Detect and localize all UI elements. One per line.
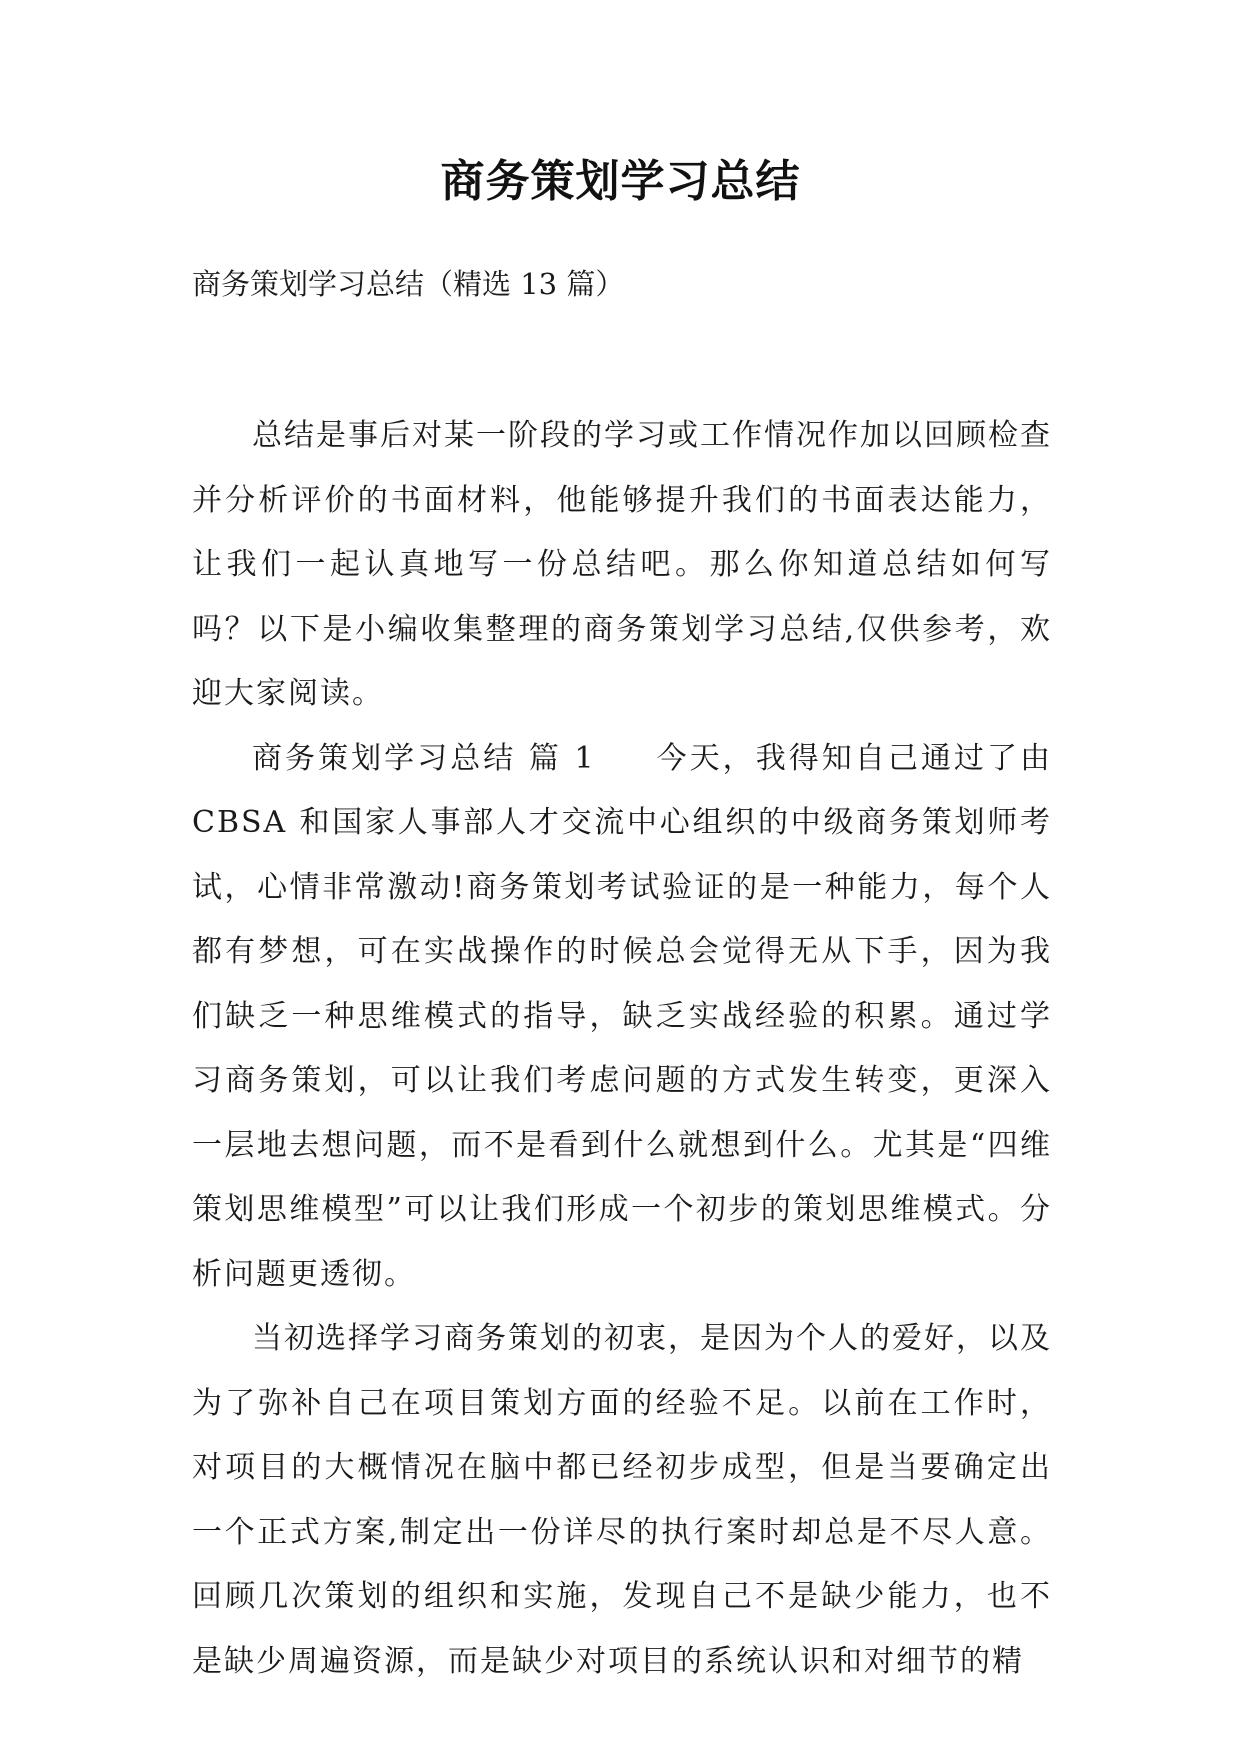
section-1-paragraph	[192, 727, 1052, 1308]
document-body	[192, 404, 1052, 1694]
section-1-text: 今天，我得知自己通过了由 CBSA 和国家人事部人才交流中心组织的中级商务策划师考试，心情非常激动!商务策划考试验证的是一种能力，每个人都有梦想，可在实战操作的时候总会觉得无从下手，因为我们缺乏一种思维模式的指导，缺乏实战经验的积累。通过学习商务策划，可以让我们考虑问题的方式发生转变，更深入一层地去想问题，而不是看到什么就想到什么。尤其是“四维策划思维模型”可以让我们形成一个初步的策划思维模式。分析问题更透彻。	[192, 740, 1052, 1292]
paragraph-3: 当初选择学习商务策划的初衷，是因为个人的爱好，以及为了弥补自己在项目策划方面的经验不足。以前在工作时，对项目的大概情况在脑中都已经初步成型，但是当要确定出一个正式方案,制定出一份详尽的执行案时却总是不尽人意。回顾几次策划的组织和实施，发现自己不是缺少能力，也不是缺少周遍资源，而是缺少对项目的系统认识和对细节的精	[192, 1321, 1052, 1679]
document-subtitle: 商务策划学习总结（精选 13 篇）	[192, 267, 625, 301]
intro-paragraph: 总结是事后对某一阶段的学习或工作情况作加以回顾检查并分析评价的书面材料，他能够提升我们的书面表达能力，让我们一起认真地写一份总结吧。那么你知道总结如何写吗？以下是小编收集整理的商务策划学习总结,仅供参考，欢迎大家阅读。	[192, 418, 1052, 711]
document-title: 商务策划学习总结	[440, 156, 801, 207]
section-1-heading: 商务策划学习总结 篇 1	[252, 740, 596, 776]
